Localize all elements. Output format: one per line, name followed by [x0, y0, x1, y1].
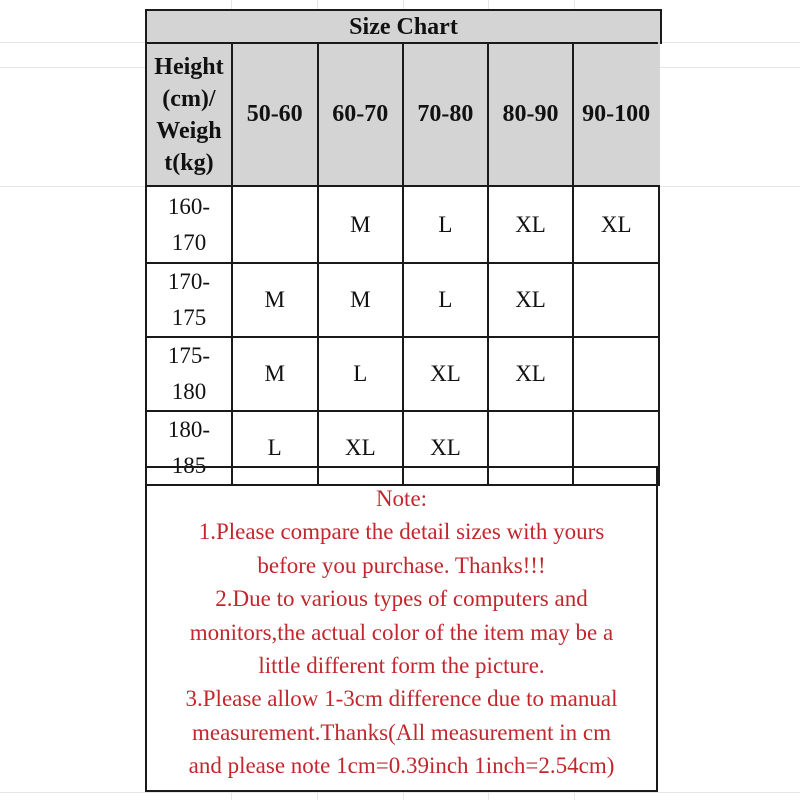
note-box: [145, 466, 658, 792]
gridline: [0, 792, 800, 793]
size-cell: M: [318, 186, 404, 263]
size-chart: [145, 9, 660, 792]
corner-line: Weigh: [156, 117, 222, 144]
size-cell: XL: [318, 411, 404, 485]
weight-header: 70-80: [403, 43, 488, 186]
weight-header: 50-60: [232, 43, 318, 186]
size-cell: L: [403, 263, 488, 337]
table-row: [146, 263, 659, 337]
note-line: measurement.Thanks(All measurement in cm: [192, 719, 611, 745]
size-cell: M: [232, 263, 318, 337]
weight-header: 90-100: [573, 43, 659, 186]
size-cell: XL: [403, 411, 488, 485]
height-cell: [146, 337, 232, 411]
height-line: 175: [171, 305, 207, 330]
size-cell: XL: [488, 186, 574, 263]
size-cell: L: [403, 186, 488, 263]
corner-line: (cm)/: [162, 85, 216, 112]
note-line: little different form the picture.: [258, 653, 545, 679]
chart-title: Size Chart: [145, 9, 662, 44]
corner-line: t(kg): [164, 149, 214, 176]
table-row: [146, 186, 659, 263]
height-cell: [146, 186, 232, 263]
size-cell: M: [232, 337, 318, 411]
height-line: 160-: [167, 193, 211, 219]
table-row: [146, 337, 659, 411]
note-line: 2.Due to various types of computers and: [215, 586, 588, 612]
height-line: 180-: [167, 417, 211, 442]
height-line: 175-: [167, 343, 211, 368]
weight-header: 80-90: [488, 43, 574, 186]
size-cell: L: [318, 337, 404, 411]
corner-header: [146, 43, 232, 186]
weight-header: 60-70: [318, 43, 404, 186]
size-cell: [573, 337, 659, 411]
size-cell: [232, 186, 318, 263]
size-cell: L: [232, 411, 318, 485]
note-line: monitors,the actual color of the item may be a: [189, 619, 614, 645]
size-table: [145, 42, 660, 486]
note-line: before you purchase. Thanks!!!: [257, 552, 546, 578]
corner-line: Height: [154, 53, 224, 80]
size-cell: [573, 263, 659, 337]
size-cell: M: [318, 263, 404, 337]
height-cell: [146, 263, 232, 337]
note-heading: Note:: [375, 486, 428, 511]
note-line: 1.Please compare the detail sizes with yours: [198, 519, 605, 545]
size-cell: XL: [573, 186, 659, 263]
size-cell: XL: [403, 337, 488, 411]
height-line: 180: [171, 379, 207, 404]
height-line: 185: [171, 453, 207, 478]
note-line: and please note 1cm=0.39inch 1inch=2.54cm): [188, 753, 615, 779]
height-line: 170-: [167, 269, 211, 294]
header-row: [146, 43, 659, 186]
note-line: 3.Please allow 1-3cm difference due to manual: [185, 686, 618, 712]
height-line: 170: [171, 229, 207, 255]
size-cell: XL: [488, 263, 574, 337]
size-cell: XL: [488, 337, 574, 411]
